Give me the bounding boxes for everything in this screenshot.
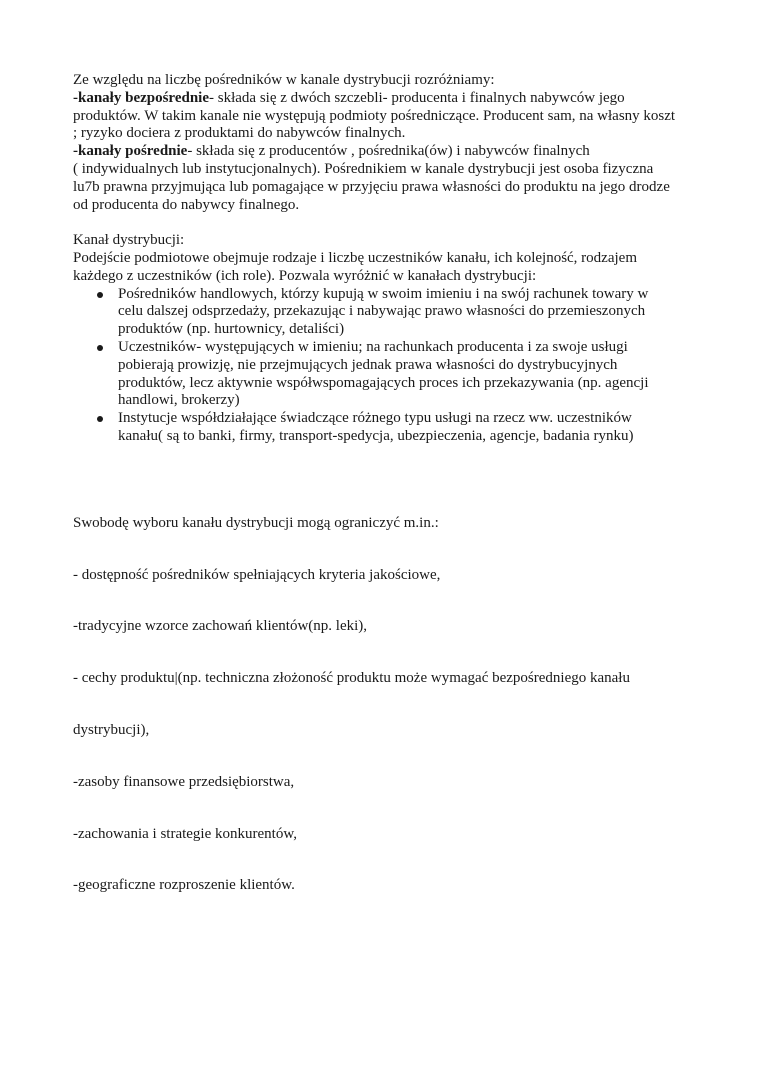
- intro-line-3: produktów. W takim kanale nie występują podmioty pośredniczące. Producent sam, na własny koszt: [73, 107, 676, 124]
- list-item: [118, 339, 703, 410]
- intro-line-2: [73, 90, 703, 108]
- list-item: [118, 410, 703, 446]
- list-item-line: produktów (np. hurtownicy, detaliści): [118, 321, 345, 338]
- list-item-line: produktów, lecz aktywnie współwspomagających proces ich przekazywania (np. agencji: [118, 374, 649, 391]
- freedom-item: -zasoby finansowe przedsiębiorstwa,: [73, 773, 295, 790]
- list-item-line: celu dalszej odsprzedaży, przekazując i nabywając prawo własności do przemieszonych: [118, 303, 646, 320]
- intro-line-4: ; ryzyko dociera z produktami do nabywców finalnych.: [73, 125, 406, 142]
- intro-line-6: ( indywidualnych lub instytucjonalnych). Pośrednikiem w kanale dystrybucji jest osoba fizyczna: [73, 160, 654, 177]
- intro-line-5-rest: - składa się z producentów , pośrednika(ów) i nabywców finalnych: [187, 143, 590, 160]
- freedom-item: -geograficzne rozproszenie klientów.: [73, 877, 295, 894]
- list-item-line: kanału( są to banki, firmy, transport-spedycja, ubezpieczenia, agencje, badania rynku): [118, 427, 634, 444]
- spacer: [73, 214, 703, 232]
- freedom-item: - cechy produktu|(np. techniczna złożoność produktu może wymagać bezpośredniego kanału: [73, 670, 630, 687]
- channel-line-1: Podejście podmiotowe obejmuje rodzaje i liczbę uczestników kanału, ich kolejność, rodzajem: [73, 249, 637, 266]
- intro-section: [73, 72, 703, 214]
- freedom-item: -zachowania i strategie konkurentów,: [73, 825, 297, 842]
- participants-list: [73, 286, 703, 446]
- list-item-line: Uczestników- występujących w imieniu; na rachunkach producenta i za swoje usługi: [118, 338, 628, 355]
- freedom-heading: Swobodę wyboru kanału dystrybucji mogą ograniczyć m.in.:: [73, 514, 439, 531]
- list-item-line: Instytucje współdziałające świadczące różnego typu usługi na rzecz ww. uczestników: [118, 410, 632, 427]
- intro-line-2-rest: - składa się z dwóch szczebli- producenta i finalnych nabywców jego: [209, 89, 625, 106]
- indirect-channel-term: -kanały pośrednie: [73, 143, 188, 160]
- spacer: [73, 446, 703, 481]
- freedom-item: - dostępność pośredników spełniających kryteria jakościowe,: [73, 566, 441, 583]
- intro-line-5: [73, 143, 703, 161]
- channel-heading: Kanał dystrybucji:: [73, 232, 185, 249]
- bullet-icon: [97, 292, 103, 298]
- freedom-section: [73, 481, 703, 929]
- document-page: [73, 72, 703, 929]
- channel-section: [73, 232, 703, 446]
- channel-line-2: każdego z uczestników (ich role). Pozwala wyróżnić w kanałach dystrybucji:: [73, 267, 537, 284]
- intro-line-1: Ze względu na liczbę pośredników w kanale dystrybucji rozróżniamy:: [73, 72, 495, 88]
- bullet-icon: [97, 416, 103, 422]
- list-item-line: Pośredników handlowych, którzy kupują w swoim imieniu i na swój rachunek towary w: [118, 285, 649, 302]
- list-item: [118, 286, 703, 339]
- freedom-item: dystrybucji),: [73, 721, 150, 738]
- intro-line-7: lu7b prawna przyjmująca lub pomagające w przyjęciu prawa własności do produktu na jego drodze: [73, 178, 670, 195]
- intro-line-8: od producenta do nabywcy finalnego.: [73, 196, 300, 213]
- direct-channel-term: -kanały bezpośrednie: [73, 89, 209, 106]
- list-item-line: handlowi, brokerzy): [118, 392, 240, 409]
- bullet-icon: [97, 345, 103, 351]
- list-item-line: pobierają prowizję, nie przejmujących jednak prawa własności do dystrybucyjnych: [118, 356, 618, 373]
- freedom-item: -tradycyjne wzorce zachowań klientów(np. leki),: [73, 618, 368, 635]
